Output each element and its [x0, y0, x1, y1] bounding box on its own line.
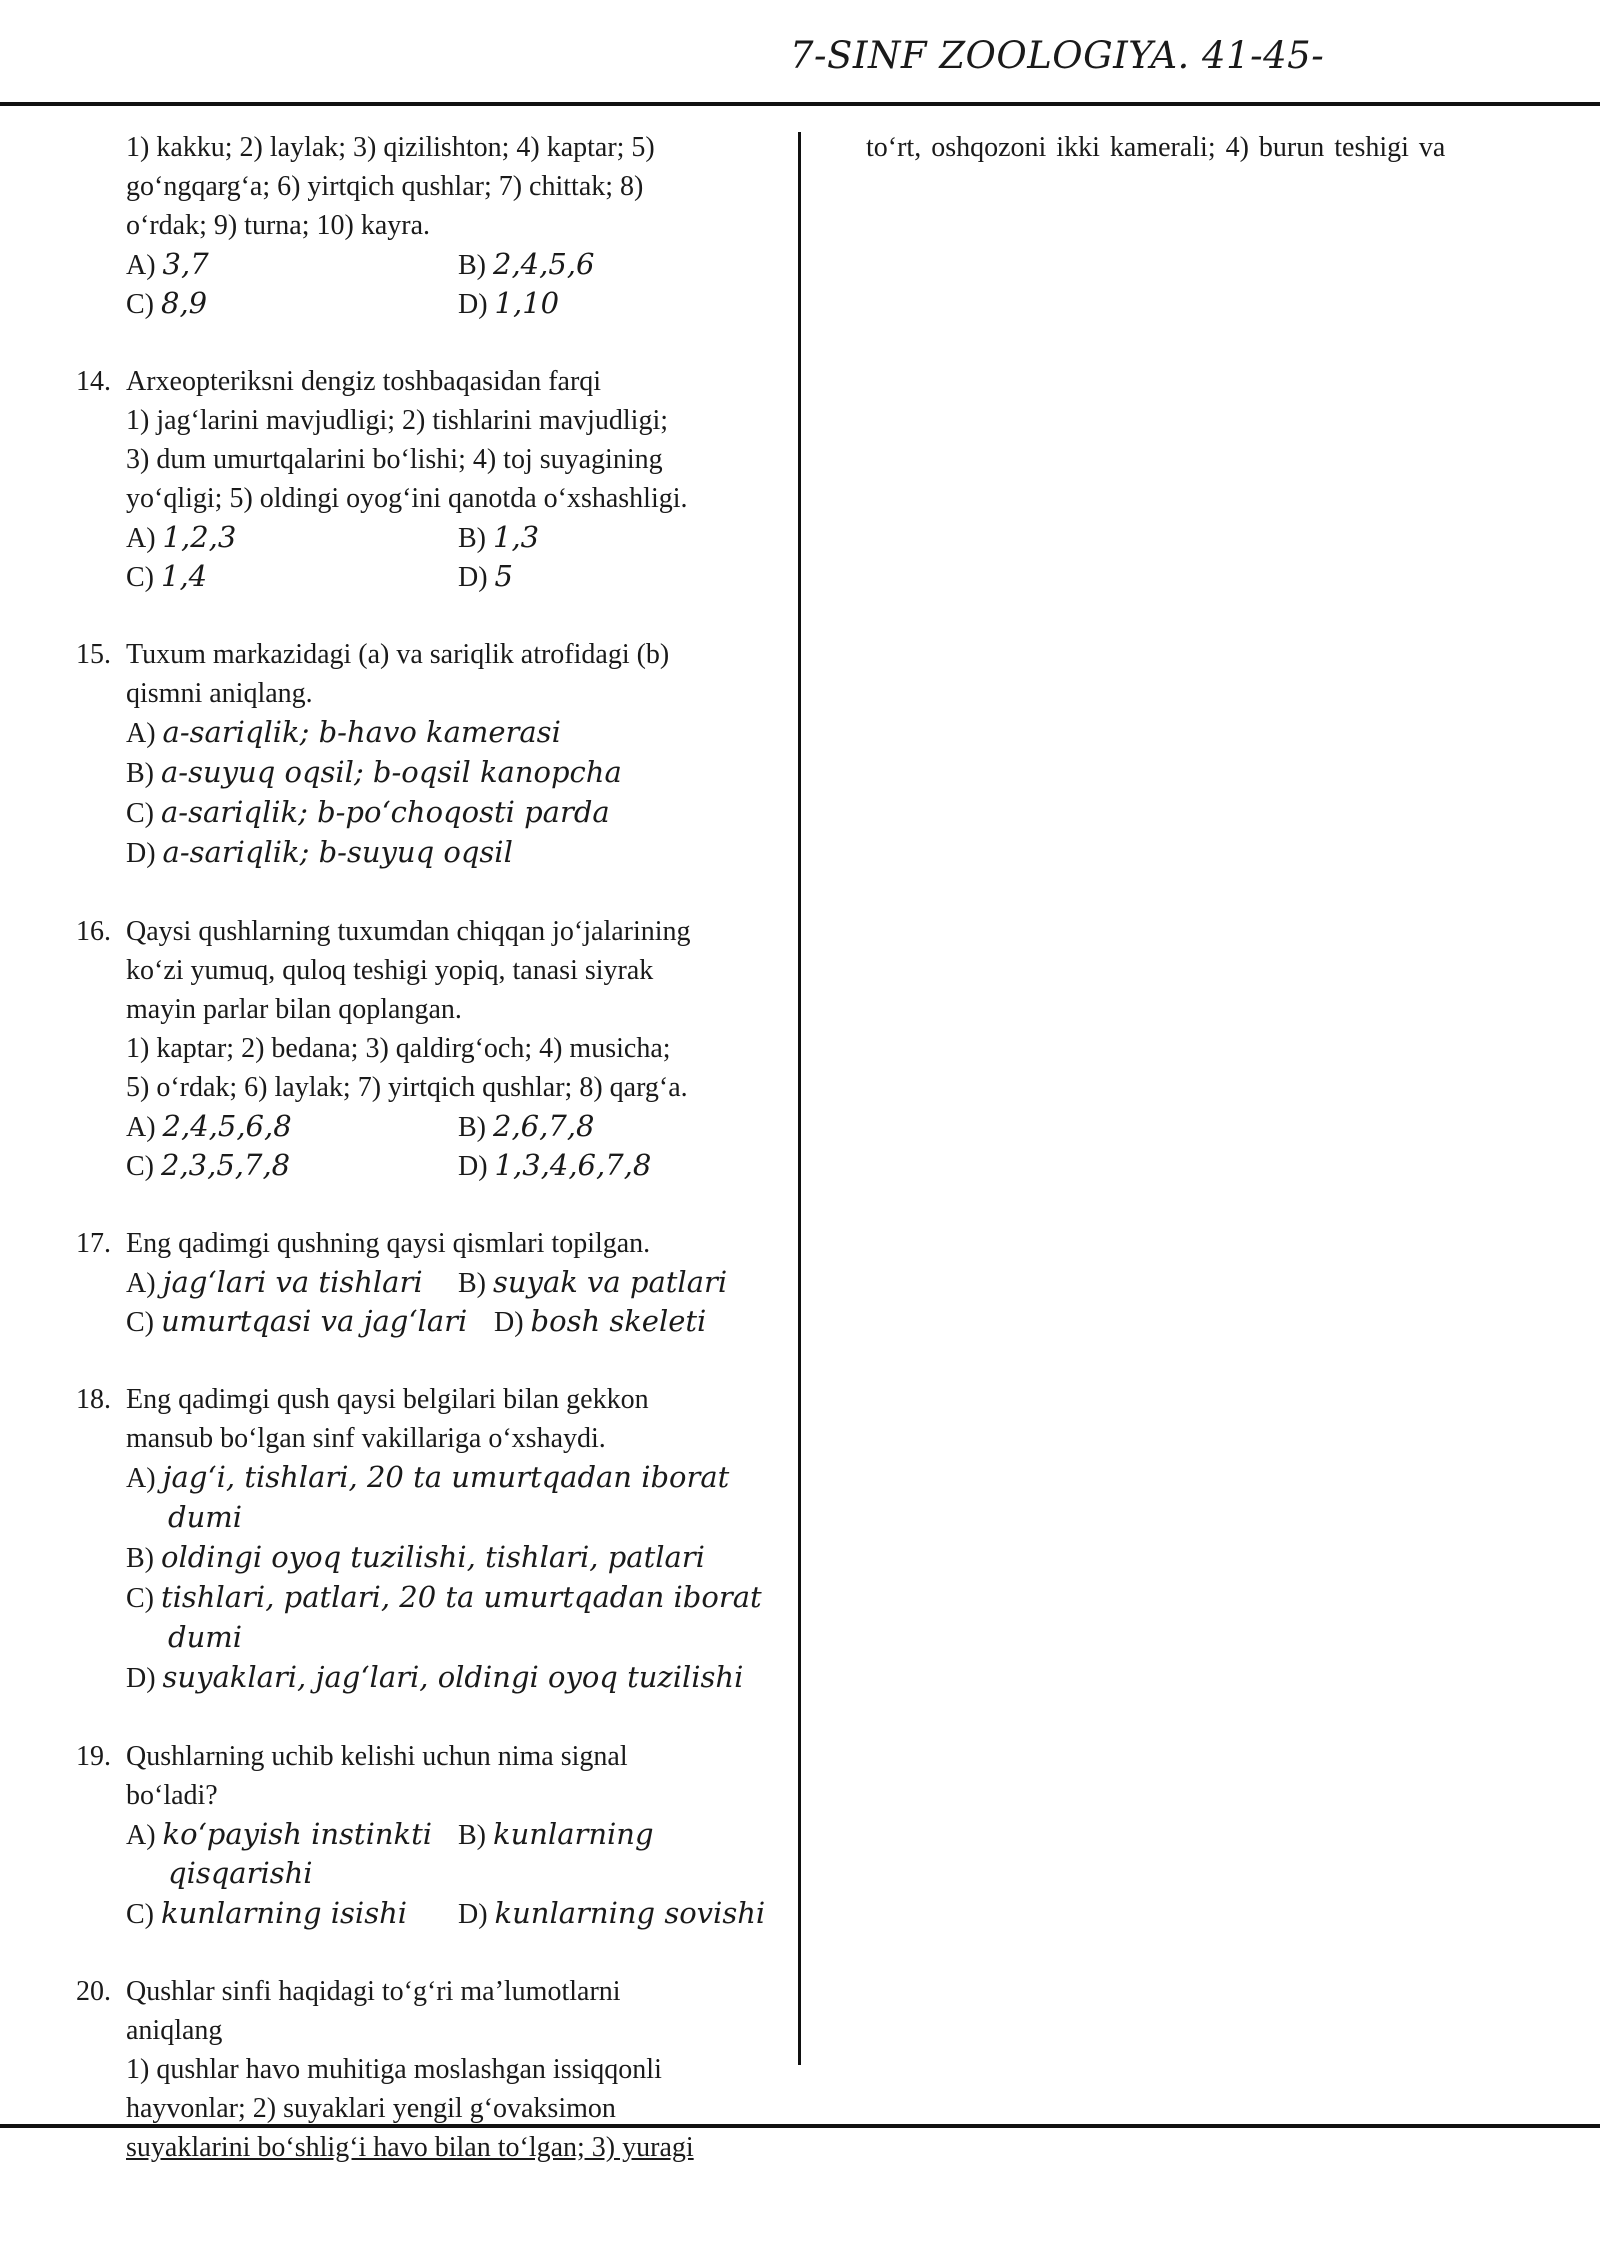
option-letter: D)	[458, 289, 488, 320]
question-16	[76, 912, 786, 1185]
question-number: 17.	[76, 1228, 111, 1259]
option-c[interactable]	[76, 1578, 786, 1618]
option-b[interactable]	[76, 753, 786, 793]
option-b[interactable]	[458, 1263, 727, 1303]
option-d[interactable]	[76, 833, 786, 873]
question-17	[76, 1224, 786, 1341]
question-19	[76, 1737, 786, 1933]
option-letter: B)	[458, 523, 486, 554]
option-d[interactable]	[458, 1146, 651, 1186]
option-letter: C)	[126, 562, 154, 593]
option-c[interactable]	[126, 1304, 468, 1338]
option-b[interactable]	[76, 1538, 786, 1578]
option-value: 3,7	[162, 247, 209, 281]
options-row	[76, 557, 786, 596]
option-letter: A)	[126, 1820, 156, 1851]
option-d[interactable]	[76, 1658, 786, 1698]
question-text-line: 1) kakku; 2) laylak; 3) qizilishton; 4) kaptar; 5)	[126, 132, 655, 163]
options-row	[76, 1815, 786, 1854]
question-number: 18.	[76, 1384, 111, 1415]
question-text: Eng qadimgi qush qaysi belgilari bilan gekkon	[126, 1384, 649, 1415]
option-letter: A)	[126, 523, 156, 554]
question-head	[76, 912, 786, 951]
question-head	[76, 1972, 786, 2011]
options-row	[76, 518, 786, 557]
option-value: oldingi oyoq tuzilishi, tishlari, patlari	[161, 1540, 705, 1574]
option-a[interactable]	[76, 1458, 786, 1498]
option-b[interactable]	[458, 1815, 654, 1855]
option-c[interactable]	[126, 286, 208, 320]
option-value: 8,9	[161, 286, 208, 320]
question-text-line: 1) kaptar; 2) bedana; 3) qaldirg‘och; 4) musicha;	[126, 1033, 671, 1064]
option-d[interactable]	[494, 1302, 706, 1342]
question-number: 19.	[76, 1741, 111, 1772]
question-text: Tuxum markazidagi (a) va sariqlik atrofidagi (b)	[126, 639, 670, 670]
question-text: Qushlarning uchib kelishi uchun nima signal	[126, 1741, 628, 1772]
option-a[interactable]	[126, 1265, 423, 1299]
option-letter: C)	[126, 1151, 154, 1182]
options-row	[76, 284, 786, 323]
option-letter: B)	[458, 250, 486, 281]
question-head	[76, 1380, 786, 1419]
question-head	[76, 362, 786, 401]
option-value: kunlarning	[493, 1817, 654, 1851]
option-value: suyak va patlari	[493, 1265, 728, 1299]
question-head	[76, 1224, 786, 1263]
option-c[interactable]	[76, 793, 786, 833]
question-text-line: hayvonlar; 2) suyaklari yengil g‘ovaksimon	[126, 2093, 616, 2124]
option-a-continuation	[76, 1854, 786, 1894]
option-value: 1,3,4,6,7,8	[494, 1148, 652, 1182]
option-b[interactable]	[458, 1107, 594, 1147]
question-text-line: 5) o‘rdak; 6) laylak; 7) yirtqich qushlar; 8) qarg‘a.	[126, 1072, 688, 1103]
option-value: a-sariqlik; b-havo kamerasi	[162, 715, 561, 749]
right-column	[866, 128, 1566, 167]
option-c[interactable]	[126, 1148, 291, 1182]
question-number: 15.	[76, 639, 111, 670]
option-letter: B)	[458, 1820, 486, 1851]
question-20-continuation: to‘rt, oshqozoni ikki kamerali; 4) burun teshigi va	[866, 132, 1446, 163]
option-value: tishlari, patlari, 20 ta umurtqadan iborat	[161, 1580, 762, 1614]
question-text-line: mansub bo‘lgan sinf vakillariga o‘xshaydi.	[126, 1423, 606, 1454]
question-text-line: go‘ngqarg‘a; 6) yirtqich qushlar; 7) chittak; 8)	[126, 171, 644, 202]
question-number: 20.	[76, 1976, 111, 2007]
question-number: 16.	[76, 916, 111, 947]
option-d[interactable]	[458, 557, 513, 597]
option-letter: D)	[458, 1899, 488, 1930]
option-value: umurtqasi va jag‘lari	[161, 1304, 468, 1338]
option-b[interactable]	[458, 245, 594, 285]
option-letter: A)	[126, 718, 156, 749]
option-d[interactable]	[458, 1894, 765, 1934]
option-b[interactable]	[458, 518, 539, 558]
question-text-line: ko‘zi yumuq, quloq teshigi yopiq, tanasi siyrak	[126, 955, 654, 986]
option-letter: A)	[126, 1463, 156, 1494]
option-letter: B)	[458, 1112, 486, 1143]
option-letter: D)	[458, 1151, 488, 1182]
option-a[interactable]	[126, 520, 237, 554]
option-d[interactable]	[458, 284, 559, 324]
option-value: 1,10	[494, 286, 560, 320]
question-15	[76, 635, 786, 873]
question-text-line: bo‘ladi?	[126, 1780, 218, 1811]
option-value: a-suyuq oqsil; b-oqsil kanopcha	[161, 755, 622, 789]
option-value: 5	[494, 559, 513, 593]
option-letter: B)	[126, 1543, 154, 1574]
option-value: jag‘i, tishlari, 20 ta umurtqadan iborat	[162, 1460, 730, 1494]
question-text: Qushlar sinfi haqidagi to‘g‘ri ma’lumotlarni	[126, 1976, 621, 2007]
question-text-line: 1) qushlar havo muhitiga moslashgan issiqqonli	[126, 2054, 662, 2085]
column-divider	[798, 132, 801, 2065]
question-14	[76, 362, 786, 596]
option-letter: A)	[126, 250, 156, 281]
question-text: Arxeopteriksni dengiz toshbaqasidan farqi	[126, 366, 602, 397]
question-20	[76, 1972, 786, 2167]
option-value: kunlarning sovishi	[494, 1896, 766, 1930]
option-c[interactable]	[126, 1896, 408, 1930]
option-value: dumi	[168, 1500, 243, 1534]
options-row	[76, 245, 786, 284]
question-13	[76, 128, 786, 323]
question-head	[76, 635, 786, 674]
option-value: 2,4,5,6	[493, 247, 595, 281]
question-text-line: 3) dum umurtqalarini bo‘lishi; 4) toj suyagining	[126, 444, 663, 475]
question-number: 14.	[76, 366, 111, 397]
option-letter: C)	[126, 1307, 154, 1338]
option-value: 1,4	[161, 559, 208, 593]
question-text-line: mayin parlar bilan qoplangan.	[126, 994, 462, 1025]
options-row	[76, 1263, 786, 1302]
option-letter: D)	[126, 838, 156, 869]
option-letter: D)	[494, 1307, 524, 1338]
option-value: qisqarishi	[168, 1856, 313, 1890]
option-letter: A)	[126, 1268, 156, 1299]
question-text-line: yo‘qligi; 5) oldingi oyog‘ini qanotda o‘xshashligi.	[126, 483, 688, 514]
question-text: Qaysi qushlarning tuxumdan chiqqan jo‘jalarining	[126, 916, 691, 947]
option-c-continuation	[76, 1618, 786, 1658]
option-value: a-sariqlik; b-suyuq oqsil	[162, 835, 513, 869]
option-letter: B)	[458, 1268, 486, 1299]
option-value: kunlarning isishi	[161, 1896, 408, 1930]
option-value: 2,4,5,6,8	[162, 1109, 292, 1143]
option-value: bosh skeleti	[530, 1304, 707, 1338]
option-a[interactable]	[126, 1109, 292, 1143]
question-text-line: o‘rdak; 9) turna; 10) kayra.	[126, 210, 430, 241]
header-rule	[0, 102, 1600, 106]
question-text-line: 1) jag‘larini mavjudligi; 2) tishlarini mavjudligi;	[126, 405, 669, 436]
options-row	[76, 1146, 786, 1185]
option-letter: B)	[126, 758, 154, 789]
question-18	[76, 1380, 786, 1698]
options-row	[76, 1302, 786, 1341]
question-text-line: suyaklarini bo‘shlig‘i havo bilan to‘lgan; 3) yuragi	[126, 2132, 694, 2163]
option-value: dumi	[168, 1620, 243, 1654]
options-row	[76, 1894, 786, 1933]
option-letter: C)	[126, 1899, 154, 1930]
option-letter: D)	[458, 562, 488, 593]
option-a-continuation	[76, 1498, 786, 1538]
option-value: 2,3,5,7,8	[161, 1148, 291, 1182]
option-letter: A)	[126, 1112, 156, 1143]
option-letter: D)	[126, 1663, 156, 1694]
question-head	[76, 1737, 786, 1776]
option-c[interactable]	[126, 559, 208, 593]
question-text-line: qismni aniqlang.	[126, 678, 313, 709]
left-column	[76, 128, 786, 2167]
option-letter: C)	[126, 798, 154, 829]
question-text: Eng qadimgi qushning qaysi qismlari topilgan.	[126, 1228, 651, 1259]
option-letter: C)	[126, 289, 154, 320]
question-text-line: aniqlang	[126, 2015, 223, 2046]
options-row	[76, 1107, 786, 1146]
option-value: 1,2,3	[162, 520, 237, 554]
page-title: 7-SINF ZOOLOGIYA. 41-45-	[790, 34, 1325, 77]
option-value: 1,3	[493, 520, 540, 554]
option-value: ko‘payish instinkti	[162, 1817, 433, 1851]
option-value: a-sariqlik; b-po‘choqosti parda	[161, 795, 610, 829]
option-a[interactable]	[76, 713, 786, 753]
option-a[interactable]	[126, 247, 209, 281]
option-letter: C)	[126, 1583, 154, 1614]
option-a[interactable]	[126, 1817, 433, 1851]
option-value: jag‘lari va tishlari	[162, 1265, 423, 1299]
option-value: suyaklari, jag‘lari, oldingi oyoq tuzilishi	[162, 1660, 744, 1694]
option-value: 2,6,7,8	[493, 1109, 595, 1143]
